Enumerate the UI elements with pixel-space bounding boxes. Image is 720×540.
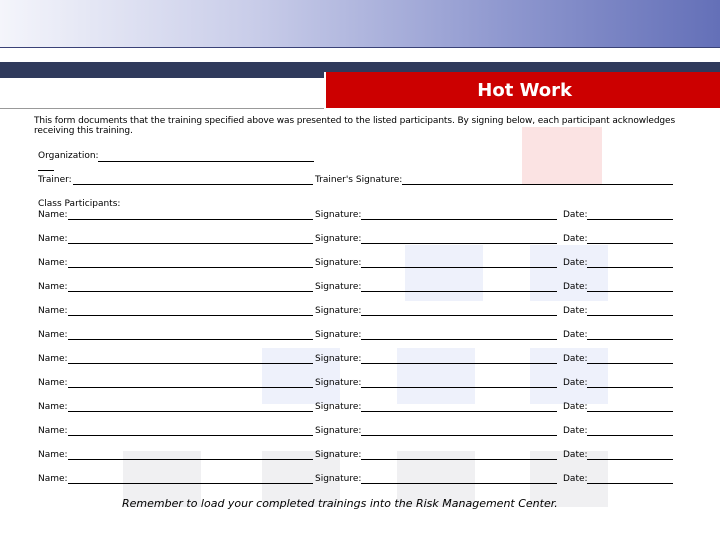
name-label: Name: [38, 306, 68, 316]
organization-field[interactable] [98, 161, 314, 162]
signature-field[interactable] [361, 291, 557, 292]
header-divider [0, 47, 720, 48]
organization-field-continued[interactable] [38, 170, 54, 171]
name-label: Name: [38, 210, 68, 220]
date-label: Date: [563, 378, 588, 388]
trainer-label: Trainer: [38, 175, 72, 185]
date-label: Date: [563, 258, 588, 268]
signature-label: Signature: [315, 234, 362, 244]
signature-label: Signature: [315, 330, 362, 340]
signature-label: Signature: [315, 306, 362, 316]
signature-label: Signature: [315, 450, 362, 460]
name-label: Name: [38, 378, 68, 388]
date-field[interactable] [587, 267, 673, 268]
name-label: Name: [38, 234, 68, 244]
header-rule [0, 108, 324, 109]
trainer-signature-field[interactable] [402, 184, 673, 185]
deco-square [397, 348, 475, 404]
deco-square [530, 245, 608, 301]
deco-square [405, 245, 483, 301]
header-gradient [0, 0, 720, 47]
date-field[interactable] [587, 219, 673, 220]
date-field[interactable] [587, 363, 673, 364]
date-field[interactable] [587, 435, 673, 436]
footer-note: Remember to load your completed trainings into the Risk Management Center. [122, 497, 558, 510]
name-label: Name: [38, 282, 68, 292]
date-label: Date: [563, 474, 588, 484]
signature-label: Signature: [315, 282, 362, 292]
date-label: Date: [563, 330, 588, 340]
signature-field[interactable] [361, 315, 557, 316]
date-field[interactable] [587, 291, 673, 292]
name-field[interactable] [68, 315, 313, 316]
date-label: Date: [563, 354, 588, 364]
signature-label: Signature: [315, 354, 362, 364]
name-label: Name: [38, 402, 68, 412]
participants-heading: Class Participants: [38, 199, 121, 209]
name-field[interactable] [68, 387, 313, 388]
name-field[interactable] [68, 459, 313, 460]
name-label: Name: [38, 474, 68, 484]
signature-label: Signature: [315, 210, 362, 220]
title-banner [324, 72, 720, 108]
date-field[interactable] [587, 459, 673, 460]
page-title: Hot Work [477, 80, 572, 101]
date-label: Date: [563, 306, 588, 316]
signature-field[interactable] [361, 363, 557, 364]
name-field[interactable] [68, 267, 313, 268]
name-field[interactable] [68, 243, 313, 244]
signature-label: Signature: [315, 258, 362, 268]
signature-field[interactable] [361, 267, 557, 268]
trainer-field[interactable] [73, 184, 313, 185]
signature-field[interactable] [361, 219, 557, 220]
signature-field[interactable] [361, 387, 557, 388]
name-label: Name: [38, 450, 68, 460]
signature-field[interactable] [361, 243, 557, 244]
signature-label: Signature: [315, 474, 362, 484]
name-field[interactable] [68, 219, 313, 220]
name-label: Name: [38, 354, 68, 364]
date-field[interactable] [587, 387, 673, 388]
date-label: Date: [563, 234, 588, 244]
date-label: Date: [563, 426, 588, 436]
signature-field[interactable] [361, 435, 557, 436]
signature-label: Signature: [315, 426, 362, 436]
trainer-signature-label: Trainer's Signature: [315, 175, 403, 185]
name-field[interactable] [68, 339, 313, 340]
organization-label: Organization: [38, 151, 99, 161]
date-label: Date: [563, 282, 588, 292]
signature-field[interactable] [361, 339, 557, 340]
date-field[interactable] [587, 315, 673, 316]
intro-text: This form documents that the training specified above was presented to the listed participants. By signing below, each participant acknowledges receiving this training. [34, 116, 676, 136]
date-field[interactable] [587, 339, 673, 340]
signature-field[interactable] [361, 459, 557, 460]
signature-label: Signature: [315, 378, 362, 388]
date-field[interactable] [587, 243, 673, 244]
date-label: Date: [563, 450, 588, 460]
name-field[interactable] [68, 291, 313, 292]
signature-field[interactable] [361, 483, 557, 484]
name-field[interactable] [68, 435, 313, 436]
name-label: Name: [38, 258, 68, 268]
signature-field[interactable] [361, 411, 557, 412]
name-field[interactable] [68, 411, 313, 412]
name-label: Name: [38, 426, 68, 436]
date-field[interactable] [587, 411, 673, 412]
date-label: Date: [563, 210, 588, 220]
name-label: Name: [38, 330, 68, 340]
date-field[interactable] [587, 483, 673, 484]
name-field[interactable] [68, 483, 313, 484]
name-field[interactable] [68, 363, 313, 364]
signature-label: Signature: [315, 402, 362, 412]
date-label: Date: [563, 402, 588, 412]
